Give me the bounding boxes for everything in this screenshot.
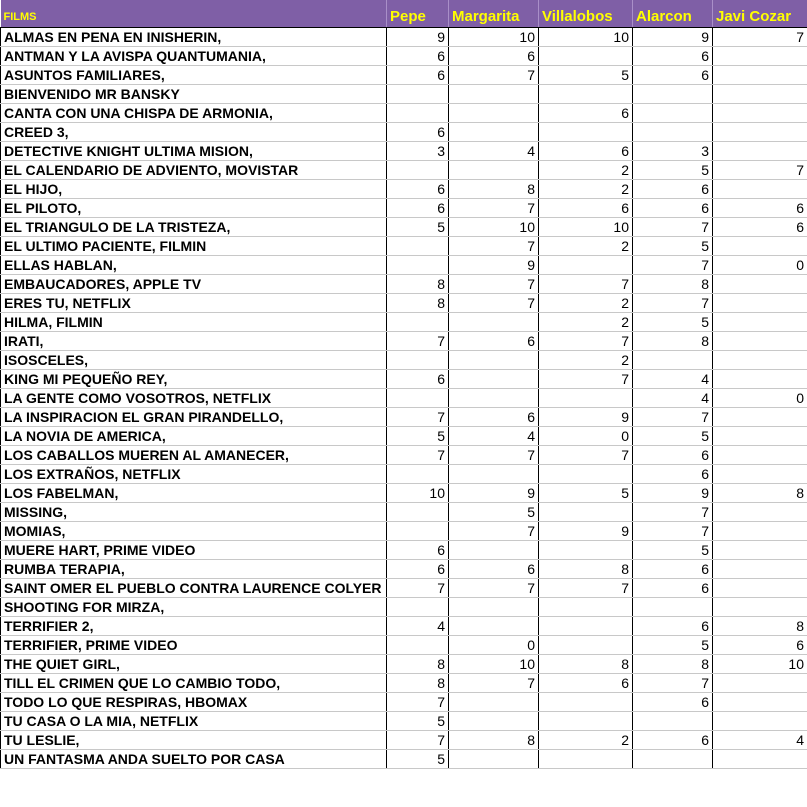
pepe-cell[interactable] [387,84,449,103]
table-row [1,122,807,141]
margarita-cell[interactable] [449,711,539,730]
alarcon-cell[interactable]: 8 [633,274,713,293]
alarcon-cell[interactable]: 6 [633,559,713,578]
alarcon-cell[interactable]: 6 [633,198,713,217]
film-cell[interactable]: EL TRIANGULO DE LA TRISTEZA, [1,217,387,236]
film-cell[interactable]: MOMIAS, [1,521,387,540]
javi-cozar-cell[interactable]: 7 [713,27,807,46]
table-row [1,673,807,692]
pepe-cell[interactable]: 5 [387,749,449,768]
pepe-cell[interactable]: 6 [387,559,449,578]
film-cell[interactable]: ERES TU, NETFLIX [1,293,387,312]
film-cell[interactable]: ASUNTOS FAMILIARES, [1,65,387,84]
alarcon-cell[interactable]: 6 [633,179,713,198]
film-cell[interactable]: EL PILOTO, [1,198,387,217]
margarita-cell[interactable] [449,369,539,388]
villalobos-cell[interactable] [539,388,633,407]
alarcon-cell[interactable]: 6 [633,46,713,65]
margarita-cell[interactable] [449,597,539,616]
margarita-cell[interactable]: 7 [449,673,539,692]
javi-cozar-cell[interactable] [713,521,807,540]
film-cell[interactable]: TERRIFIER 2, [1,616,387,635]
villalobos-cell[interactable]: 10 [539,27,633,46]
pepe-cell[interactable]: 7 [387,407,449,426]
javi-cozar-cell[interactable]: 10 [713,654,807,673]
pepe-cell[interactable]: 7 [387,445,449,464]
pepe-cell[interactable]: 7 [387,692,449,711]
margarita-cell[interactable] [449,692,539,711]
villalobos-cell[interactable] [539,122,633,141]
pepe-cell[interactable]: 7 [387,730,449,749]
film-cell[interactable]: EMBAUCADORES, APPLE TV [1,274,387,293]
film-cell[interactable]: TERRIFIER, PRIME VIDEO [1,635,387,654]
villalobos-cell[interactable]: 2 [539,293,633,312]
javi-cozar-cell[interactable] [713,141,807,160]
alarcon-cell[interactable]: 9 [633,483,713,502]
film-cell[interactable]: LOS EXTRAÑOS, NETFLIX [1,464,387,483]
margarita-cell[interactable] [449,122,539,141]
margarita-cell[interactable] [449,540,539,559]
sheet-body [1,27,807,768]
villalobos-cell[interactable] [539,540,633,559]
villalobos-cell[interactable]: 10 [539,217,633,236]
margarita-cell[interactable] [449,103,539,122]
margarita-cell[interactable]: 10 [449,217,539,236]
table-row [1,350,807,369]
film-cell[interactable]: CREED 3, [1,122,387,141]
villalobos-cell[interactable]: 7 [539,445,633,464]
margarita-cell[interactable]: 7 [449,198,539,217]
alarcon-cell[interactable]: 6 [633,616,713,635]
villalobos-cell[interactable]: 5 [539,483,633,502]
margarita-cell[interactable]: 6 [449,331,539,350]
javi-cozar-cell[interactable] [713,597,807,616]
pepe-cell[interactable]: 6 [387,198,449,217]
javi-cozar-cell[interactable] [713,578,807,597]
margarita-cell[interactable] [449,84,539,103]
pepe-cell[interactable] [387,521,449,540]
alarcon-cell[interactable]: 7 [633,502,713,521]
villalobos-cell[interactable] [539,711,633,730]
javi-cozar-cell[interactable] [713,559,807,578]
javi-cozar-cell[interactable] [713,673,807,692]
film-cell[interactable]: UN FANTASMA ANDA SUELTO POR CASA [1,749,387,768]
javi-cozar-cell[interactable] [713,236,807,255]
villalobos-cell[interactable]: 2 [539,179,633,198]
javi-cozar-cell[interactable] [713,464,807,483]
margarita-cell[interactable] [449,616,539,635]
margarita-cell[interactable] [449,464,539,483]
pepe-cell[interactable] [387,464,449,483]
pepe-cell[interactable] [387,236,449,255]
table-row [1,236,807,255]
table-row [1,331,807,350]
film-cell[interactable]: CANTA CON UNA CHISPA DE ARMONIA, [1,103,387,122]
alarcon-cell[interactable]: 7 [633,521,713,540]
alarcon-cell[interactable]: 5 [633,160,713,179]
alarcon-cell[interactable]: 8 [633,654,713,673]
javi-cozar-cell[interactable] [713,274,807,293]
javi-cozar-cell[interactable] [713,312,807,331]
margarita-cell[interactable]: 7 [449,274,539,293]
alarcon-cell[interactable]: 7 [633,673,713,692]
table-row [1,654,807,673]
javi-cozar-cell[interactable] [713,65,807,84]
villalobos-cell[interactable] [539,84,633,103]
javi-cozar-cell[interactable] [713,407,807,426]
table-row [1,749,807,768]
javi-cozar-cell[interactable] [713,293,807,312]
film-cell[interactable]: IRATI, [1,331,387,350]
villalobos-cell[interactable]: 2 [539,312,633,331]
header-margarita[interactable]: Margarita [449,0,539,27]
margarita-cell[interactable]: 8 [449,730,539,749]
margarita-cell[interactable] [449,160,539,179]
table-row [1,578,807,597]
margarita-cell[interactable]: 10 [449,27,539,46]
villalobos-cell[interactable]: 6 [539,198,633,217]
pepe-cell[interactable]: 10 [387,483,449,502]
margarita-cell[interactable]: 4 [449,426,539,445]
alarcon-cell[interactable]: 4 [633,388,713,407]
margarita-cell[interactable]: 7 [449,578,539,597]
alarcon-cell[interactable]: 5 [633,236,713,255]
film-cell[interactable]: TU LESLIE, [1,730,387,749]
villalobos-cell[interactable] [539,255,633,274]
pepe-cell[interactable]: 8 [387,293,449,312]
alarcon-cell[interactable] [633,597,713,616]
villalobos-cell[interactable] [539,749,633,768]
margarita-cell[interactable]: 7 [449,445,539,464]
javi-cozar-cell[interactable] [713,540,807,559]
film-cell[interactable]: LA GENTE COMO VOSOTROS, NETFLIX [1,388,387,407]
pepe-cell[interactable] [387,103,449,122]
villalobos-cell[interactable]: 7 [539,578,633,597]
pepe-cell[interactable]: 6 [387,540,449,559]
javi-cozar-cell[interactable]: 4 [713,730,807,749]
javi-cozar-cell[interactable]: 0 [713,255,807,274]
table-row [1,217,807,236]
villalobos-cell[interactable]: 6 [539,141,633,160]
film-cell[interactable]: TODO LO QUE RESPIRAS, HBOMAX [1,692,387,711]
table-row [1,274,807,293]
film-cell[interactable]: LA NOVIA DE AMERICA, [1,426,387,445]
pepe-cell[interactable]: 6 [387,369,449,388]
film-cell[interactable]: LOS CABALLOS MUEREN AL AMANECER, [1,445,387,464]
margarita-cell[interactable]: 0 [449,635,539,654]
pepe-cell[interactable] [387,350,449,369]
javi-cozar-cell[interactable] [713,426,807,445]
villalobos-cell[interactable] [539,46,633,65]
film-cell[interactable]: DETECTIVE KNIGHT ULTIMA MISION, [1,141,387,160]
javi-cozar-cell[interactable]: 6 [713,198,807,217]
villalobos-cell[interactable] [539,635,633,654]
margarita-cell[interactable]: 7 [449,293,539,312]
alarcon-cell[interactable] [633,350,713,369]
villalobos-cell[interactable]: 2 [539,160,633,179]
villalobos-cell[interactable]: 2 [539,350,633,369]
table-row [1,502,807,521]
table-row [1,464,807,483]
villalobos-cell[interactable]: 9 [539,407,633,426]
margarita-cell[interactable]: 9 [449,255,539,274]
table-row [1,84,807,103]
villalobos-cell[interactable] [539,464,633,483]
pepe-cell[interactable]: 7 [387,331,449,350]
villalobos-cell[interactable]: 8 [539,559,633,578]
table-row [1,407,807,426]
header-villalobos[interactable]: Villalobos [539,0,633,27]
javi-cozar-cell[interactable] [713,331,807,350]
table-row [1,616,807,635]
villalobos-cell[interactable] [539,692,633,711]
pepe-cell[interactable] [387,597,449,616]
film-cell[interactable]: MUERE HART, PRIME VIDEO [1,540,387,559]
pepe-cell[interactable]: 3 [387,141,449,160]
pepe-cell[interactable]: 5 [387,217,449,236]
villalobos-cell[interactable]: 7 [539,331,633,350]
table-row [1,635,807,654]
villalobos-cell[interactable]: 2 [539,236,633,255]
villalobos-cell[interactable] [539,616,633,635]
javi-cozar-cell[interactable]: 7 [713,160,807,179]
alarcon-cell[interactable]: 9 [633,27,713,46]
pepe-cell[interactable] [387,255,449,274]
alarcon-cell[interactable] [633,84,713,103]
villalobos-cell[interactable]: 7 [539,369,633,388]
film-cell[interactable]: RUMBA TERAPIA, [1,559,387,578]
film-cell[interactable]: MISSING, [1,502,387,521]
margarita-cell[interactable] [449,749,539,768]
margarita-cell[interactable]: 10 [449,654,539,673]
pepe-cell[interactable]: 7 [387,578,449,597]
pepe-cell[interactable] [387,502,449,521]
film-cell[interactable]: EL ULTIMO PACIENTE, FILMIN [1,236,387,255]
alarcon-cell[interactable]: 7 [633,255,713,274]
alarcon-cell[interactable] [633,122,713,141]
margarita-cell[interactable]: 6 [449,559,539,578]
alarcon-cell[interactable]: 6 [633,445,713,464]
alarcon-cell[interactable] [633,103,713,122]
alarcon-cell[interactable] [633,711,713,730]
film-cell[interactable]: TILL EL CRIMEN QUE LO CAMBIO TODO, [1,673,387,692]
film-cell[interactable]: BIENVENIDO MR BANSKY [1,84,387,103]
table-row [1,692,807,711]
margarita-cell[interactable]: 7 [449,65,539,84]
table-row [1,293,807,312]
villalobos-cell[interactable]: 5 [539,65,633,84]
margarita-cell[interactable] [449,312,539,331]
table-row [1,27,807,46]
table-row [1,179,807,198]
table-row [1,559,807,578]
table-row [1,103,807,122]
table-row [1,521,807,540]
villalobos-cell[interactable]: 6 [539,673,633,692]
header-pepe[interactable]: Pepe [387,0,449,27]
header-javi-cozar[interactable]: Javi Cozar [713,0,807,27]
table-row [1,426,807,445]
pepe-cell[interactable]: 5 [387,711,449,730]
alarcon-cell[interactable]: 7 [633,293,713,312]
table-row [1,445,807,464]
alarcon-cell[interactable]: 5 [633,540,713,559]
film-cell[interactable]: LA INSPIRACION EL GRAN PIRANDELLO, [1,407,387,426]
alarcon-cell[interactable]: 7 [633,407,713,426]
villalobos-cell[interactable]: 6 [539,103,633,122]
villalobos-cell[interactable]: 8 [539,654,633,673]
film-cell[interactable]: ALMAS EN PENA EN INISHERIN, [1,27,387,46]
table-row [1,65,807,84]
javi-cozar-cell[interactable] [713,369,807,388]
margarita-cell[interactable]: 5 [449,502,539,521]
javi-cozar-cell[interactable] [713,749,807,768]
javi-cozar-cell[interactable] [713,103,807,122]
margarita-cell[interactable]: 7 [449,521,539,540]
javi-cozar-cell[interactable]: 0 [713,388,807,407]
alarcon-cell[interactable]: 8 [633,331,713,350]
alarcon-cell[interactable]: 3 [633,141,713,160]
alarcon-cell[interactable]: 5 [633,312,713,331]
javi-cozar-cell[interactable] [713,350,807,369]
alarcon-cell[interactable]: 4 [633,369,713,388]
film-cell[interactable]: ANTMAN Y LA AVISPA QUANTUMANIA, [1,46,387,65]
film-cell[interactable]: SAINT OMER EL PUEBLO CONTRA LAURENCE COLYER [1,578,387,597]
javi-cozar-cell[interactable] [713,502,807,521]
pepe-cell[interactable]: 6 [387,122,449,141]
film-cell[interactable]: LOS FABELMAN, [1,483,387,502]
pepe-cell[interactable] [387,312,449,331]
header-alarcon[interactable]: Alarcon [633,0,713,27]
pepe-cell[interactable]: 5 [387,426,449,445]
alarcon-cell[interactable]: 6 [633,464,713,483]
javi-cozar-cell[interactable] [713,711,807,730]
villalobos-cell[interactable]: 7 [539,274,633,293]
table-row [1,160,807,179]
villalobos-cell[interactable]: 2 [539,730,633,749]
table-row [1,540,807,559]
film-cell[interactable]: HILMA, FILMIN [1,312,387,331]
alarcon-cell[interactable]: 5 [633,635,713,654]
pepe-cell[interactable]: 8 [387,673,449,692]
header-films[interactable]: FILMS [1,0,387,27]
villalobos-cell[interactable]: 0 [539,426,633,445]
table-row [1,255,807,274]
pepe-cell[interactable]: 6 [387,65,449,84]
javi-cozar-cell[interactable]: 8 [713,616,807,635]
margarita-cell[interactable] [449,388,539,407]
pepe-cell[interactable] [387,388,449,407]
margarita-cell[interactable]: 4 [449,141,539,160]
alarcon-cell[interactable]: 5 [633,426,713,445]
table-row [1,730,807,749]
alarcon-cell[interactable]: 6 [633,692,713,711]
villalobos-cell[interactable] [539,502,633,521]
villalobos-cell[interactable]: 9 [539,521,633,540]
table-row [1,388,807,407]
table-row [1,141,807,160]
film-cell[interactable]: ELLAS HABLAN, [1,255,387,274]
alarcon-cell[interactable]: 6 [633,730,713,749]
table-row [1,198,807,217]
pepe-cell[interactable] [387,635,449,654]
film-cell[interactable]: SHOOTING FOR MIRZA, [1,597,387,616]
pepe-cell[interactable]: 6 [387,179,449,198]
javi-cozar-cell[interactable] [713,84,807,103]
table-row [1,312,807,331]
film-cell[interactable]: THE QUIET GIRL, [1,654,387,673]
margarita-cell[interactable] [449,350,539,369]
margarita-cell[interactable]: 9 [449,483,539,502]
alarcon-cell[interactable] [633,749,713,768]
javi-cozar-cell[interactable] [713,179,807,198]
pepe-cell[interactable] [387,160,449,179]
pepe-cell[interactable]: 8 [387,274,449,293]
table-row [1,483,807,502]
javi-cozar-cell[interactable] [713,692,807,711]
margarita-cell[interactable]: 6 [449,46,539,65]
film-cell[interactable]: ISOSCELES, [1,350,387,369]
alarcon-cell[interactable]: 6 [633,578,713,597]
pepe-cell[interactable]: 6 [387,46,449,65]
javi-cozar-cell[interactable] [713,46,807,65]
film-cell[interactable]: TU CASA O LA MIA, NETFLIX [1,711,387,730]
pepe-cell[interactable]: 8 [387,654,449,673]
film-cell[interactable]: EL CALENDARIO DE ADVIENTO, MOVISTAR [1,160,387,179]
margarita-cell[interactable]: 7 [449,236,539,255]
villalobos-cell[interactable] [539,597,633,616]
alarcon-cell[interactable]: 7 [633,217,713,236]
table-row [1,46,807,65]
javi-cozar-cell[interactable]: 8 [713,483,807,502]
margarita-cell[interactable]: 8 [449,179,539,198]
film-cell[interactable]: EL HIJO, [1,179,387,198]
javi-cozar-cell[interactable]: 6 [713,217,807,236]
table-row [1,369,807,388]
header-row [1,0,807,27]
pepe-cell[interactable]: 4 [387,616,449,635]
margarita-cell[interactable]: 6 [449,407,539,426]
javi-cozar-cell[interactable] [713,122,807,141]
table-row [1,711,807,730]
javi-cozar-cell[interactable] [713,445,807,464]
alarcon-cell[interactable]: 6 [633,65,713,84]
table-row [1,597,807,616]
pepe-cell[interactable]: 9 [387,27,449,46]
javi-cozar-cell[interactable]: 6 [713,635,807,654]
film-cell[interactable]: KING MI PEQUEÑO REY, [1,369,387,388]
